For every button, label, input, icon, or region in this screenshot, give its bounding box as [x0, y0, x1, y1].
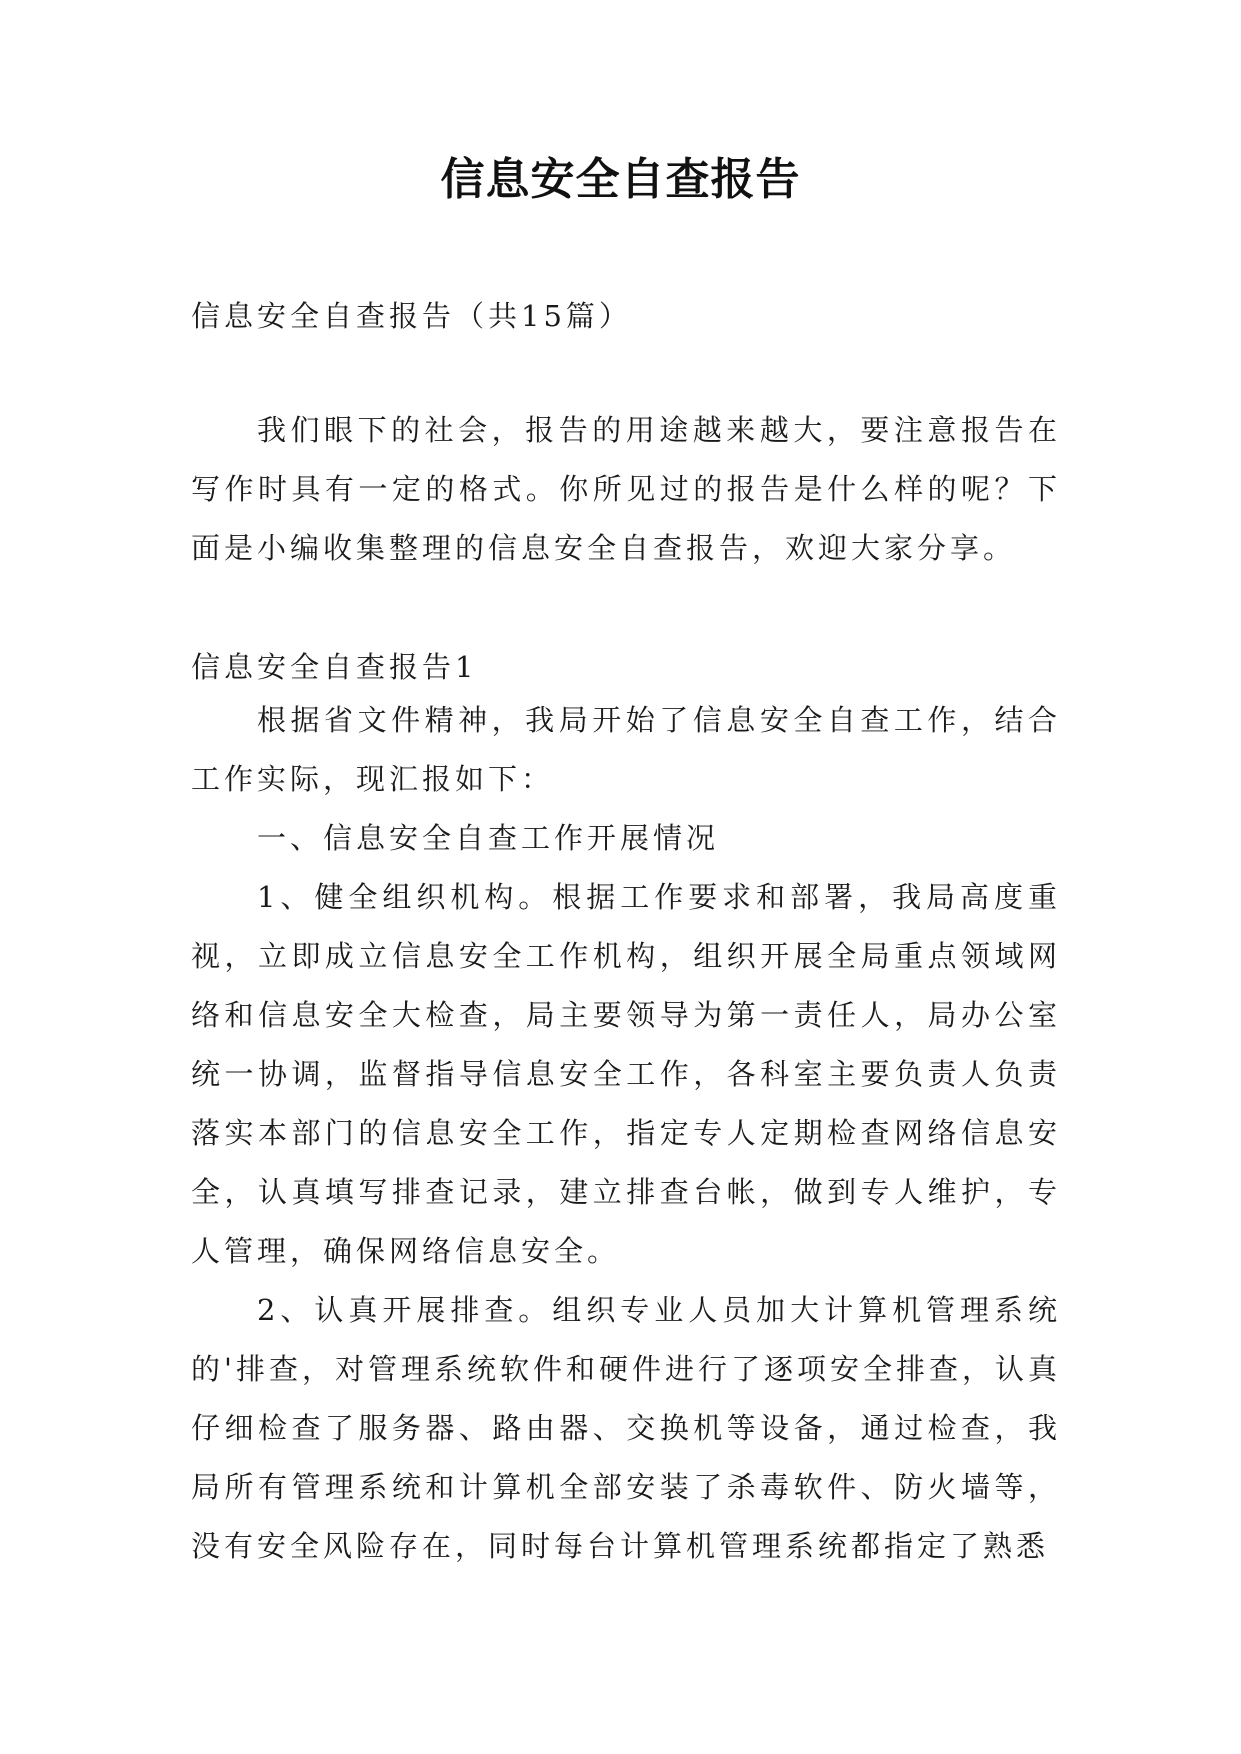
document-subtitle: 信息安全自查报告（共15篇）	[191, 299, 632, 333]
section-heading: 信息安全自查报告1	[191, 650, 478, 684]
paragraph-heading-1: 一、信息安全自查工作开展情况	[257, 821, 720, 855]
paragraph-3: 2、认真开展排查。组织专业人员加大计算机管理系统的'排查，对管理系统软件和硬件进行了逐项安全排查，认真仔细检查了服务器、路由器、交换机等设备，通过检查，我局所有管理系统和计算机全部安装了杀毒软件、防火墙等，没有安全风险存在，同时每台计算机管理系统都指定了熟悉	[191, 1293, 1061, 1563]
section-body	[191, 691, 1061, 1576]
document-title: 信息安全自查报告	[440, 154, 801, 205]
paragraph-1: 根据省文件精神，我局开始了信息安全自查工作，结合工作实际，现汇报如下：	[191, 703, 1061, 796]
intro-paragraph: 我们眼下的社会，报告的用途越来越大，要注意报告在写作时具有一定的格式。你所见过的报告是什么样的呢？下面是小编收集整理的信息安全自查报告，欢迎大家分享。	[191, 413, 1061, 565]
paragraph-2: 1、健全组织机构。根据工作要求和部署，我局高度重视，立即成立信息安全工作机构，组织开展全局重点领域网络和信息安全大检查，局主要领导为第一责任人，局办公室统一协调，监督指导信息安全工作，各科室主要负责人负责落实本部门的信息安全工作，指定专人定期检查网络信息安全，认真填写排查记录，建立排查台帐，做到专人维护，专人管理，确保网络信息安全。	[191, 880, 1061, 1268]
